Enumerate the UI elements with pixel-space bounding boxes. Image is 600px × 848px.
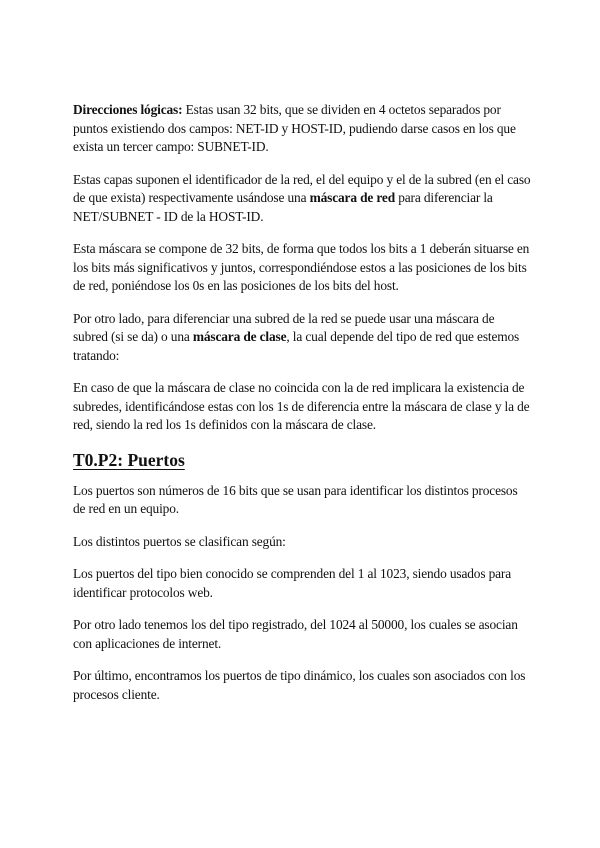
paragraph-subnets: En caso de que la máscara de clase no coincida con la de red implicara la existencia de subredes, identificándose estas con los 1s de diferencia entre la máscara de clase y la de red, siendo la red los 1s definidos con la máscara de clase. — [73, 380, 530, 432]
paragraph-text: , la cual depende del tipo de red que estemos tratando: — [73, 329, 520, 363]
document-page — [73, 101, 531, 718]
paragraph-text: para diferenciar la NET/SUBNET - ID de la HOST-ID. — [73, 190, 493, 224]
paragraph-ports-definition: Los puertos son números de 16 bits que se usan para identificar los distintos procesos de red en un equipo. — [73, 482, 518, 516]
paragraph-text: Estas capas suponen el identificador de la red, el del equipo y el de la subred (en el caso de que exista) respectivamente usándose una — [73, 171, 531, 205]
paragraph-logical-addresses — [73, 101, 531, 157]
term-logical-addresses: Direcciones lógicas: — [73, 102, 183, 117]
paragraph-dynamic-ports: Por último, encontramos los puertos de tipo dinámico, los cuales son asociados con los procesos cliente. — [73, 668, 526, 702]
paragraph-class-mask — [73, 310, 531, 366]
paragraph-registered-ports: Por otro lado tenemos los del tipo registrado, del 1024 al 50000, los cuales se asocian con aplicaciones de internet. — [73, 617, 518, 651]
paragraph-well-known-ports: Los puertos del tipo bien conocido se comprenden del 1 al 1023, siendo usados para identificar protocolos web. — [73, 566, 512, 600]
paragraph-ports-classification: Los distintos puertos se clasifican según: — [73, 533, 286, 549]
term-network-mask: máscara de red — [309, 190, 395, 205]
paragraph-text: Por otro lado, para diferenciar una subred de la red se puede usar una máscara de subred (si se da) o una — [73, 310, 495, 344]
paragraph-network-mask — [73, 171, 531, 227]
paragraph-text: Estas usan 32 bits, que se dividen en 4 octetos separados por puntos existiendo dos campos: NET-ID y HOST-ID, pudiendo darse casos en los que exista un tercer campo: SUBNET-ID. — [73, 102, 516, 154]
paragraph-mask-bits: Esta máscara se compone de 32 bits, de forma que todos los bits a 1 deberán situarse en los bits más significativos y juntos, correspondiéndose estos a las posiciones de los bits de red, poniéndose los 0s en las posiciones de los bits del host. — [73, 241, 530, 293]
term-class-mask: máscara de clase — [192, 329, 287, 344]
section-heading-ports: T0.P2: Puertos — [73, 449, 185, 470]
